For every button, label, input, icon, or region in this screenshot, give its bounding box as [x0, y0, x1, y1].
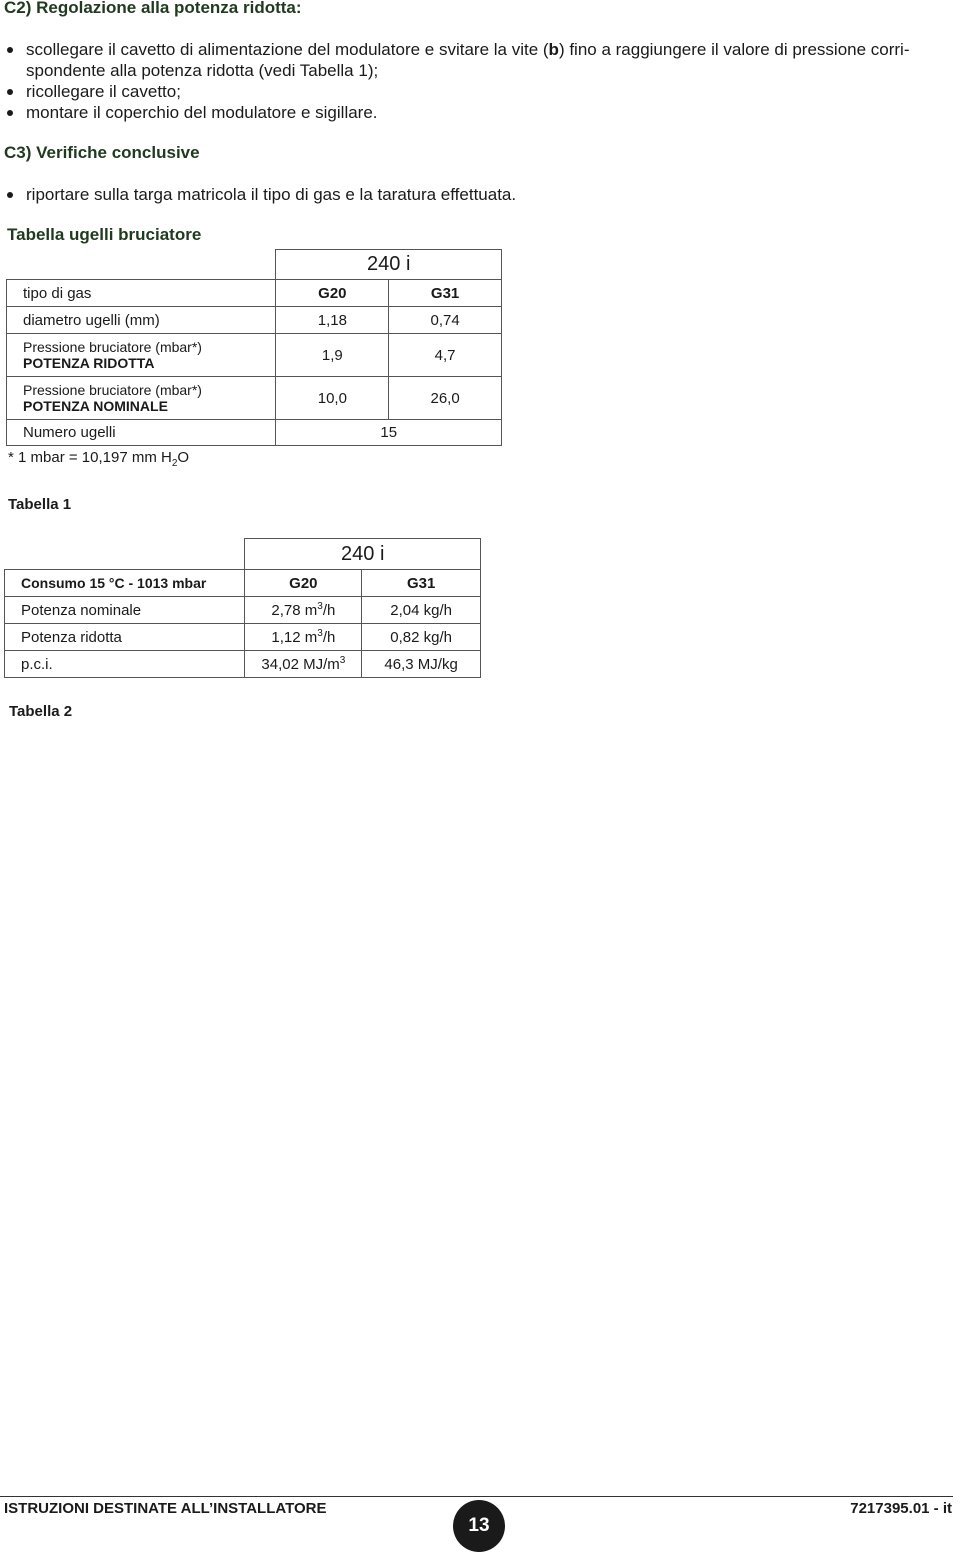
table1-g31-header: G31 — [389, 280, 502, 307]
table1-row-rid-label: Pressione bruciatore (mbar*) POTENZA RIDOTTA — [7, 334, 276, 377]
footer-left-text: ISTRUZIONI DESTINATE ALL’INSTALLATORE — [4, 1500, 327, 1517]
table1-row-nom-label: Pressione bruciatore (mbar*) POTENZA NOMINALE — [7, 377, 276, 420]
table2-row-rid-label: Potenza ridotta — [5, 624, 245, 651]
section-c2-heading: C2) Regolazione alla potenza ridotta: — [4, 0, 302, 17]
table2-g20-header: G20 — [245, 570, 362, 597]
table1-footnote: * 1 mbar = 10,197 mm $H_2O$ — [8, 449, 190, 469]
table1-g20-header: G20 — [276, 280, 389, 307]
table1-rid-g20: 1,9 — [276, 334, 389, 377]
table1-title: Tabella ugelli bruciatore — [7, 225, 202, 244]
table2-row-nom-label: Potenza nominale — [5, 597, 245, 624]
table1-row-diam-label: diametro ugelli (mm) — [7, 307, 276, 334]
table2-row-pci-label: p.c.i. — [5, 651, 245, 678]
table2-header-label: Consumo 15 °C - 1013 mbar — [5, 570, 245, 597]
table2-rid-g31: 0,82 kg/h — [362, 624, 481, 651]
table1-row-num-label: Numero ugelli — [7, 420, 276, 446]
list-item: ricollegare il cavetto; — [4, 81, 954, 102]
page-number: 13 — [453, 1500, 505, 1552]
nozzle-table — [6, 249, 502, 446]
consumption-table — [4, 538, 481, 678]
footer-doc-code: 7217395.01 - it — [850, 1500, 952, 1517]
table2-rid-g20: 1,12 $m^3/h$ — [245, 624, 362, 651]
footer-divider — [0, 1496, 953, 1497]
table1-diam-g20: 1,18 — [276, 307, 389, 334]
table2-model: 240 i — [245, 539, 481, 570]
table2-caption: Tabella 2 — [9, 703, 73, 720]
list-item: scollegare il cavetto di alimentazione del modulatore e svitare la vite (b) fino a raggiungere il valore di pressione corri-spondente alla potenza ridotta (vedi Tabella 1); — [4, 39, 954, 81]
table1-rid-g31: 4,7 — [389, 334, 502, 377]
table2-nom-g31: 2,04 kg/h — [362, 597, 481, 624]
table2-nom-g20: 2,78 $m^3/h$ — [245, 597, 362, 624]
section-c2-list — [4, 39, 954, 123]
table2-g31-header: G31 — [362, 570, 481, 597]
table1-row-gas-label: tipo di gas — [7, 280, 276, 307]
section-c3-list — [4, 184, 954, 205]
table2-pci-g31: 46,3 MJ/kg — [362, 651, 481, 678]
table1-nom-g20: 10,0 — [276, 377, 389, 420]
list-item: riportare sulla targa matricola il tipo di gas e la taratura effettuata. — [4, 184, 954, 205]
table2-pci-g20: 34,02 $MJ/m^3$ — [245, 651, 362, 678]
table1-caption: Tabella 1 — [8, 496, 72, 513]
table1-nom-g31: 26,0 — [389, 377, 502, 420]
list-item: montare il coperchio del modulatore e sigillare. — [4, 102, 954, 123]
table1-model: 240 i — [276, 250, 502, 280]
section-c3-heading: C3) Verifiche conclusive — [4, 143, 200, 162]
table1-diam-g31: 0,74 — [389, 307, 502, 334]
table1-num-value: 15 — [276, 420, 502, 446]
